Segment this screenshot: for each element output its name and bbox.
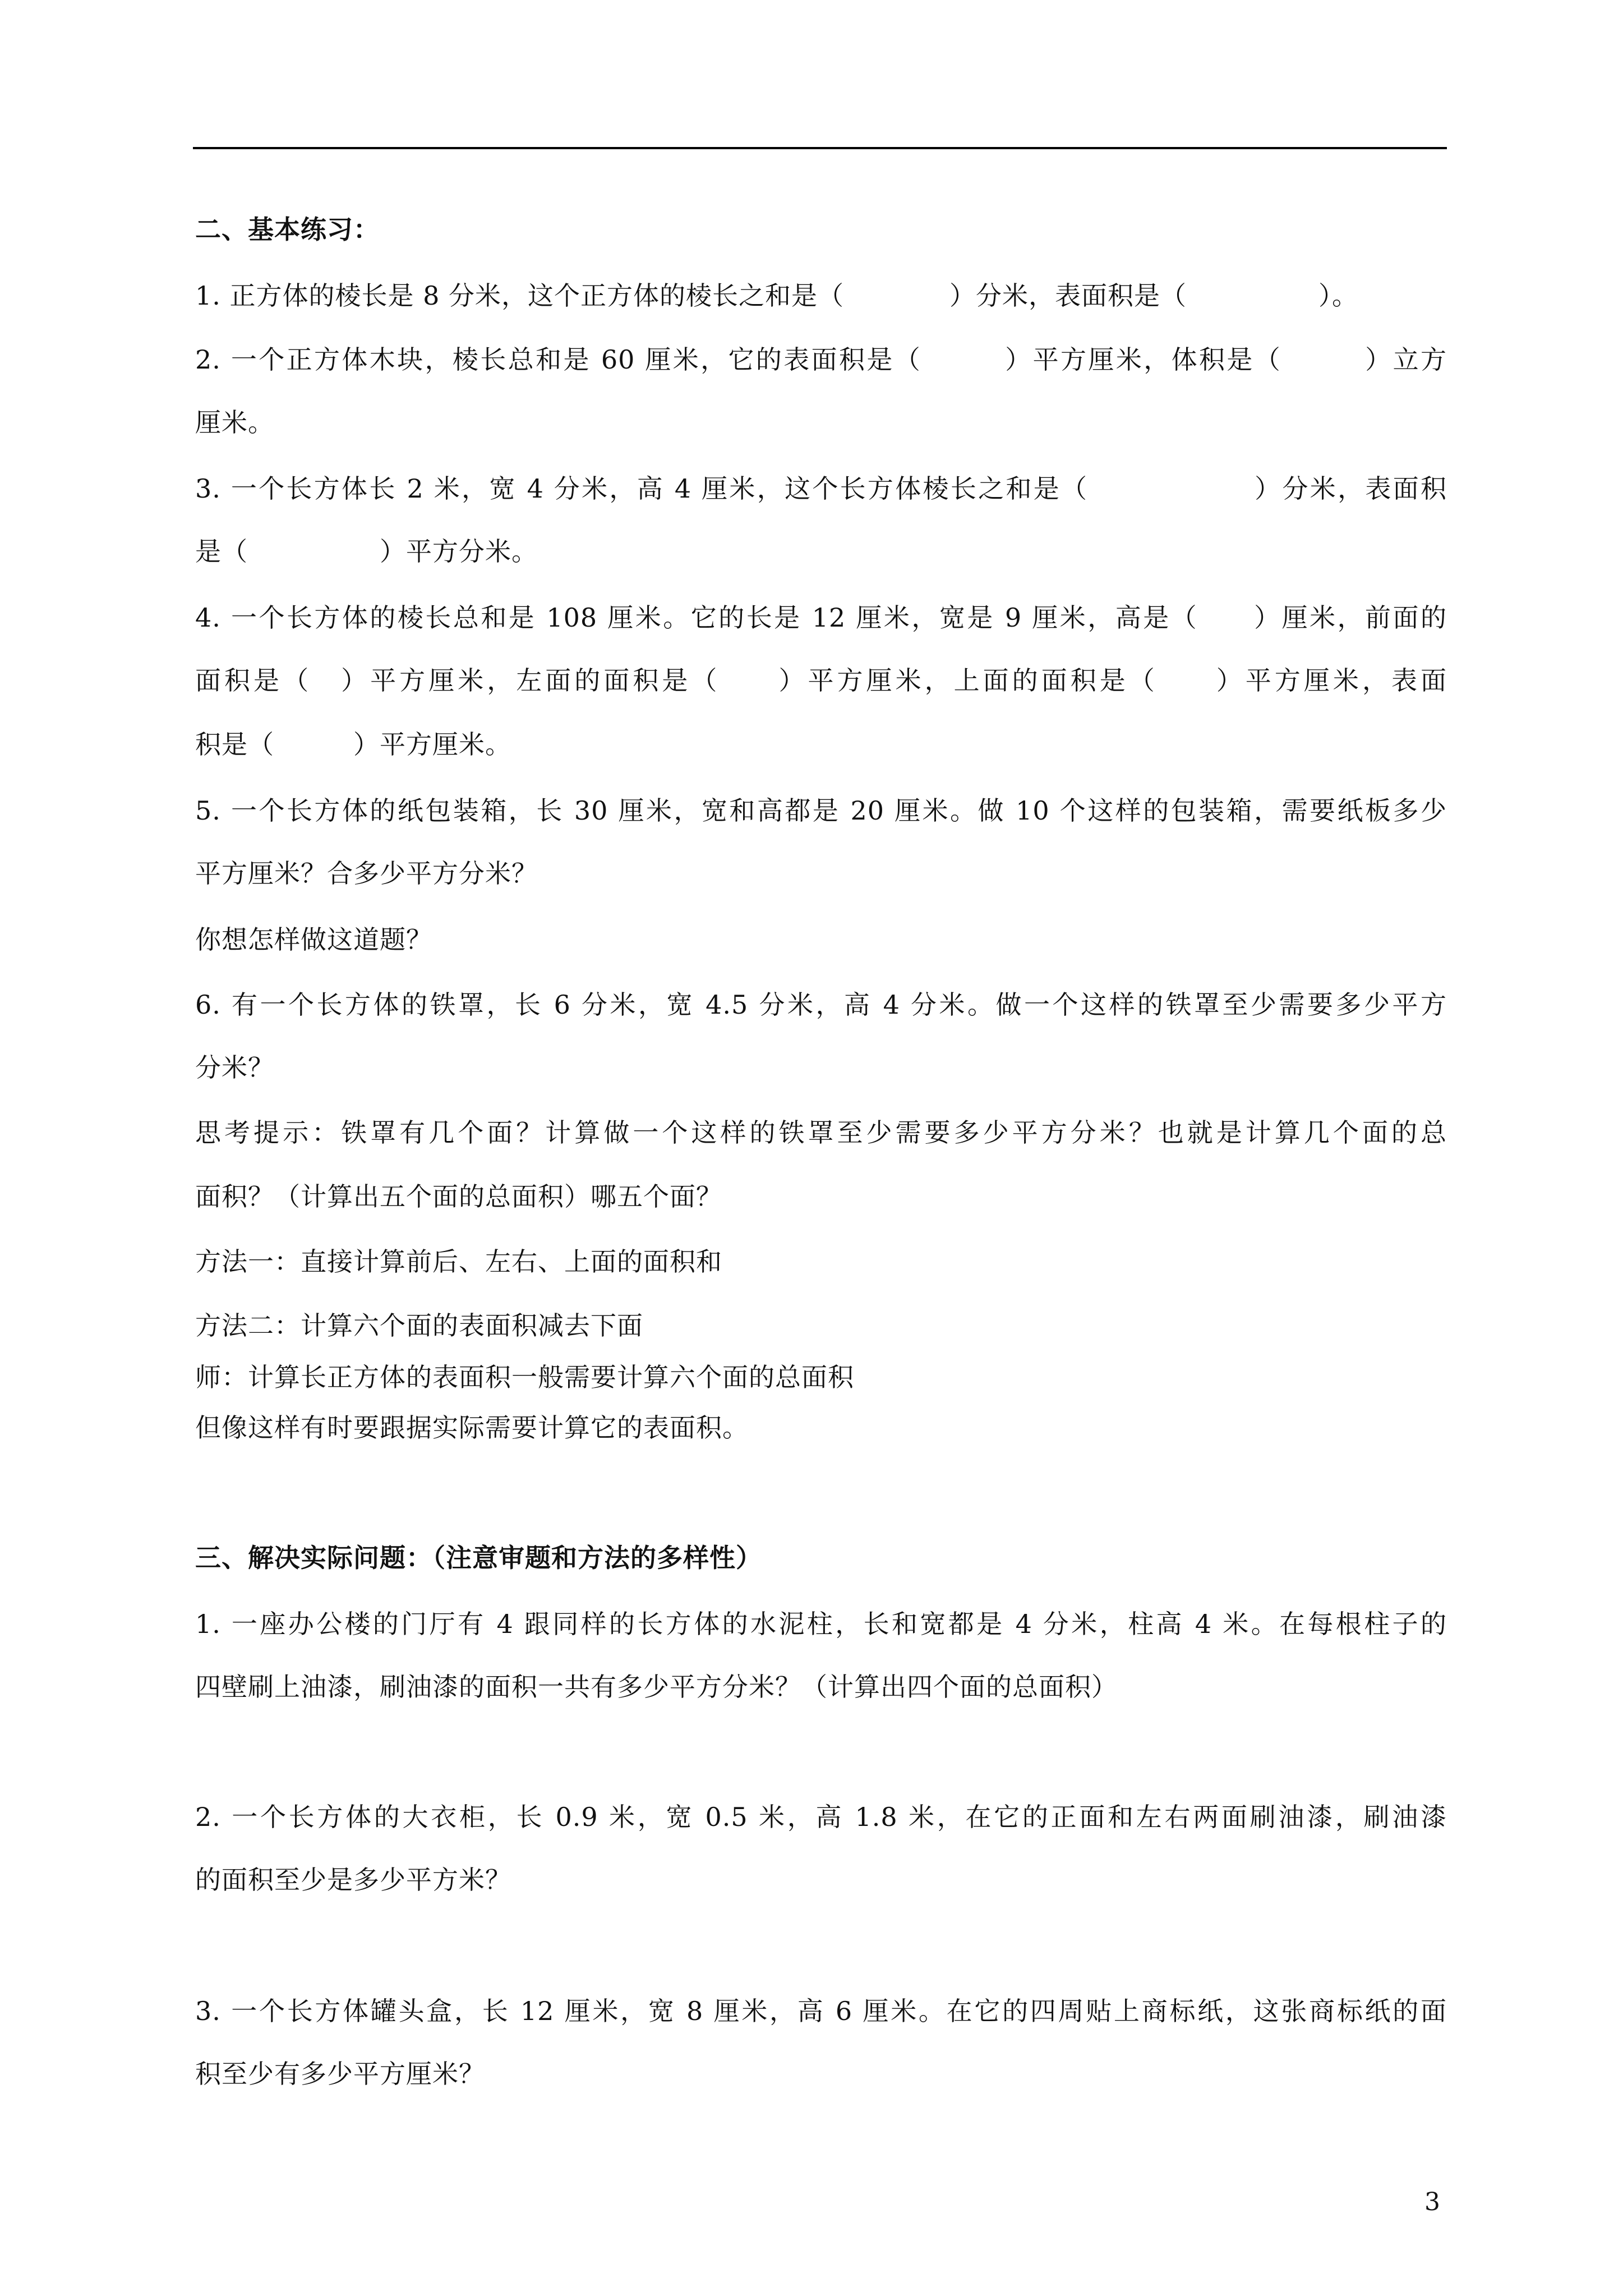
section3-heading: 三、解决实际问题：（注意审题和方法的多样性） (195, 1543, 762, 1573)
section2-heading: 二、基本练习： (195, 214, 380, 245)
question-3-1-line2: 四壁刷上油漆，刷油漆的面积一共有多少平方分米？（计算出四个面的总面积） (195, 1672, 1118, 1702)
teacher-note-line1: 师：计算长正方体的表面积一般需要计算六个面的总面积 (195, 1362, 854, 1392)
teacher-note-line2: 但像这样有时要跟据实际需要计算它的表面积。 (195, 1412, 749, 1443)
hint-line2: 面积？（计算出五个面的总面积）哪五个面？ (195, 1181, 722, 1212)
question-2-6-line1: 6. 有一个长方体的铁罩，长 6 分米，宽 4.5 分米，高 4 分米。做一个这样的铁罩至少需要多少平方 (195, 990, 1447, 1020)
question-2-4-line1: 4. 一个长方体的棱长总和是 108 厘米。它的长是 12 厘米，宽是 9 厘米，高是（ ）厘米，前面的 (195, 602, 1447, 633)
question-2-5-prompt: 你想怎样做这道题？ (195, 924, 432, 955)
question-2-4-line2: 面积是（ ）平方厘米，左面的面积是（ ）平方厘米，上面的面积是（ ）平方厘米，表面 (195, 665, 1447, 696)
method-two: 方法二：计算六个面的表面积减去下面 (195, 1310, 643, 1341)
question-3-2-line1: 2. 一个长方体的大衣柜，长 0.9 米，宽 0.5 米，高 1.8 米，在它的正面和左右两面刷油漆，刷油漆 (195, 1802, 1447, 1832)
question-3-3-line1: 3. 一个长方体罐头盒，长 12 厘米，宽 8 厘米，高 6 厘米。在它的四周贴上商标纸，这张商标纸的面 (195, 1996, 1447, 2026)
question-3-2-line2: 的面积至少是多少平方米？ (195, 1865, 511, 1895)
question-2-6-line2: 分米？ (195, 1052, 274, 1083)
question-2-2-line1: 2. 一个正方体木块，棱长总和是 60 厘米，它的表面积是（ ）平方厘米，体积是（ ）立方 (195, 344, 1447, 375)
question-2-4-line3: 积是（ ）平方厘米。 (195, 729, 511, 760)
question-2-5-line2: 平方厘米？合多少平方分米？ (195, 858, 538, 889)
page-number: 3 (1424, 2188, 1440, 2216)
method-one: 方法一：直接计算前后、左右、上面的面积和 (195, 1246, 722, 1277)
question-3-1-line1: 1. 一座办公楼的门厅有 4 跟同样的长方体的水泥柱，长和宽都是 4 分米，柱高 4 米。在每根柱子的 (195, 1609, 1447, 1639)
header-rule (193, 147, 1447, 149)
question-2-5-line1: 5. 一个长方体的纸包装箱，长 30 厘米，宽和高都是 20 厘米。做 10 个这样的包装箱，需要纸板多少 (195, 795, 1447, 826)
question-3-3-line2: 积至少有多少平方厘米？ (195, 2059, 485, 2089)
question-2-3-line1: 3. 一个长方体长 2 米，宽 4 分米，高 4 厘米，这个长方体棱长之和是（ ）分米，表面积 (195, 473, 1447, 504)
question-2-1: 1. 正方体的棱长是 8 分米，这个正方体的棱长之和是（ ）分米，表面积是（ ）。 (195, 280, 1359, 311)
question-2-3-line2: 是（ ）平方分米。 (195, 536, 538, 567)
hint-line1: 思考提示：铁罩有几个面？计算做一个这样的铁罩至少需要多少平方分米？也就是计算几个面的总 (195, 1117, 1447, 1148)
question-2-2-line2: 厘米。 (195, 407, 274, 438)
